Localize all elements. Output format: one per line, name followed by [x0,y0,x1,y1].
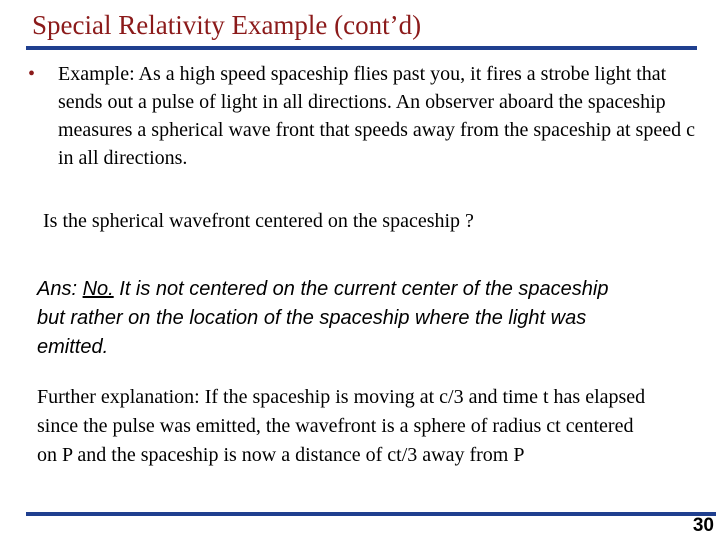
footer-divider [26,512,716,516]
answer-prefix: Ans: [37,278,83,300]
further-explanation: Further explanation: If the spaceship is moving at c/3 and time t has elapsed since the pulse was emitted, the wavefront is a sphere of radius ct centered on P and the spaceship is now a distance of ct/3 away from P [37,386,646,466]
title-divider [26,46,697,50]
question-text: Is the spherical wavefront centered on the spaceship ? [43,210,474,232]
slide-title: Special Relativity Example (cont’d) [32,10,422,40]
page-number: 30 [692,515,714,536]
answer-text [37,275,637,362]
answer-rest: It is not centered on the current center of the spaceship but rather on the location of the spaceship where the light was emitted. [37,278,609,358]
bullet-icon: • [28,63,36,85]
bullet-text: Example: As a high speed spaceship flies past you, it fires a strobe light that sends out a pulse of light in all directions. An observer aboard the spaceship measures a spherical wave front that speeds away from the spaceship at speed c in all directions. [58,63,695,169]
answer-no: No. [82,278,114,300]
